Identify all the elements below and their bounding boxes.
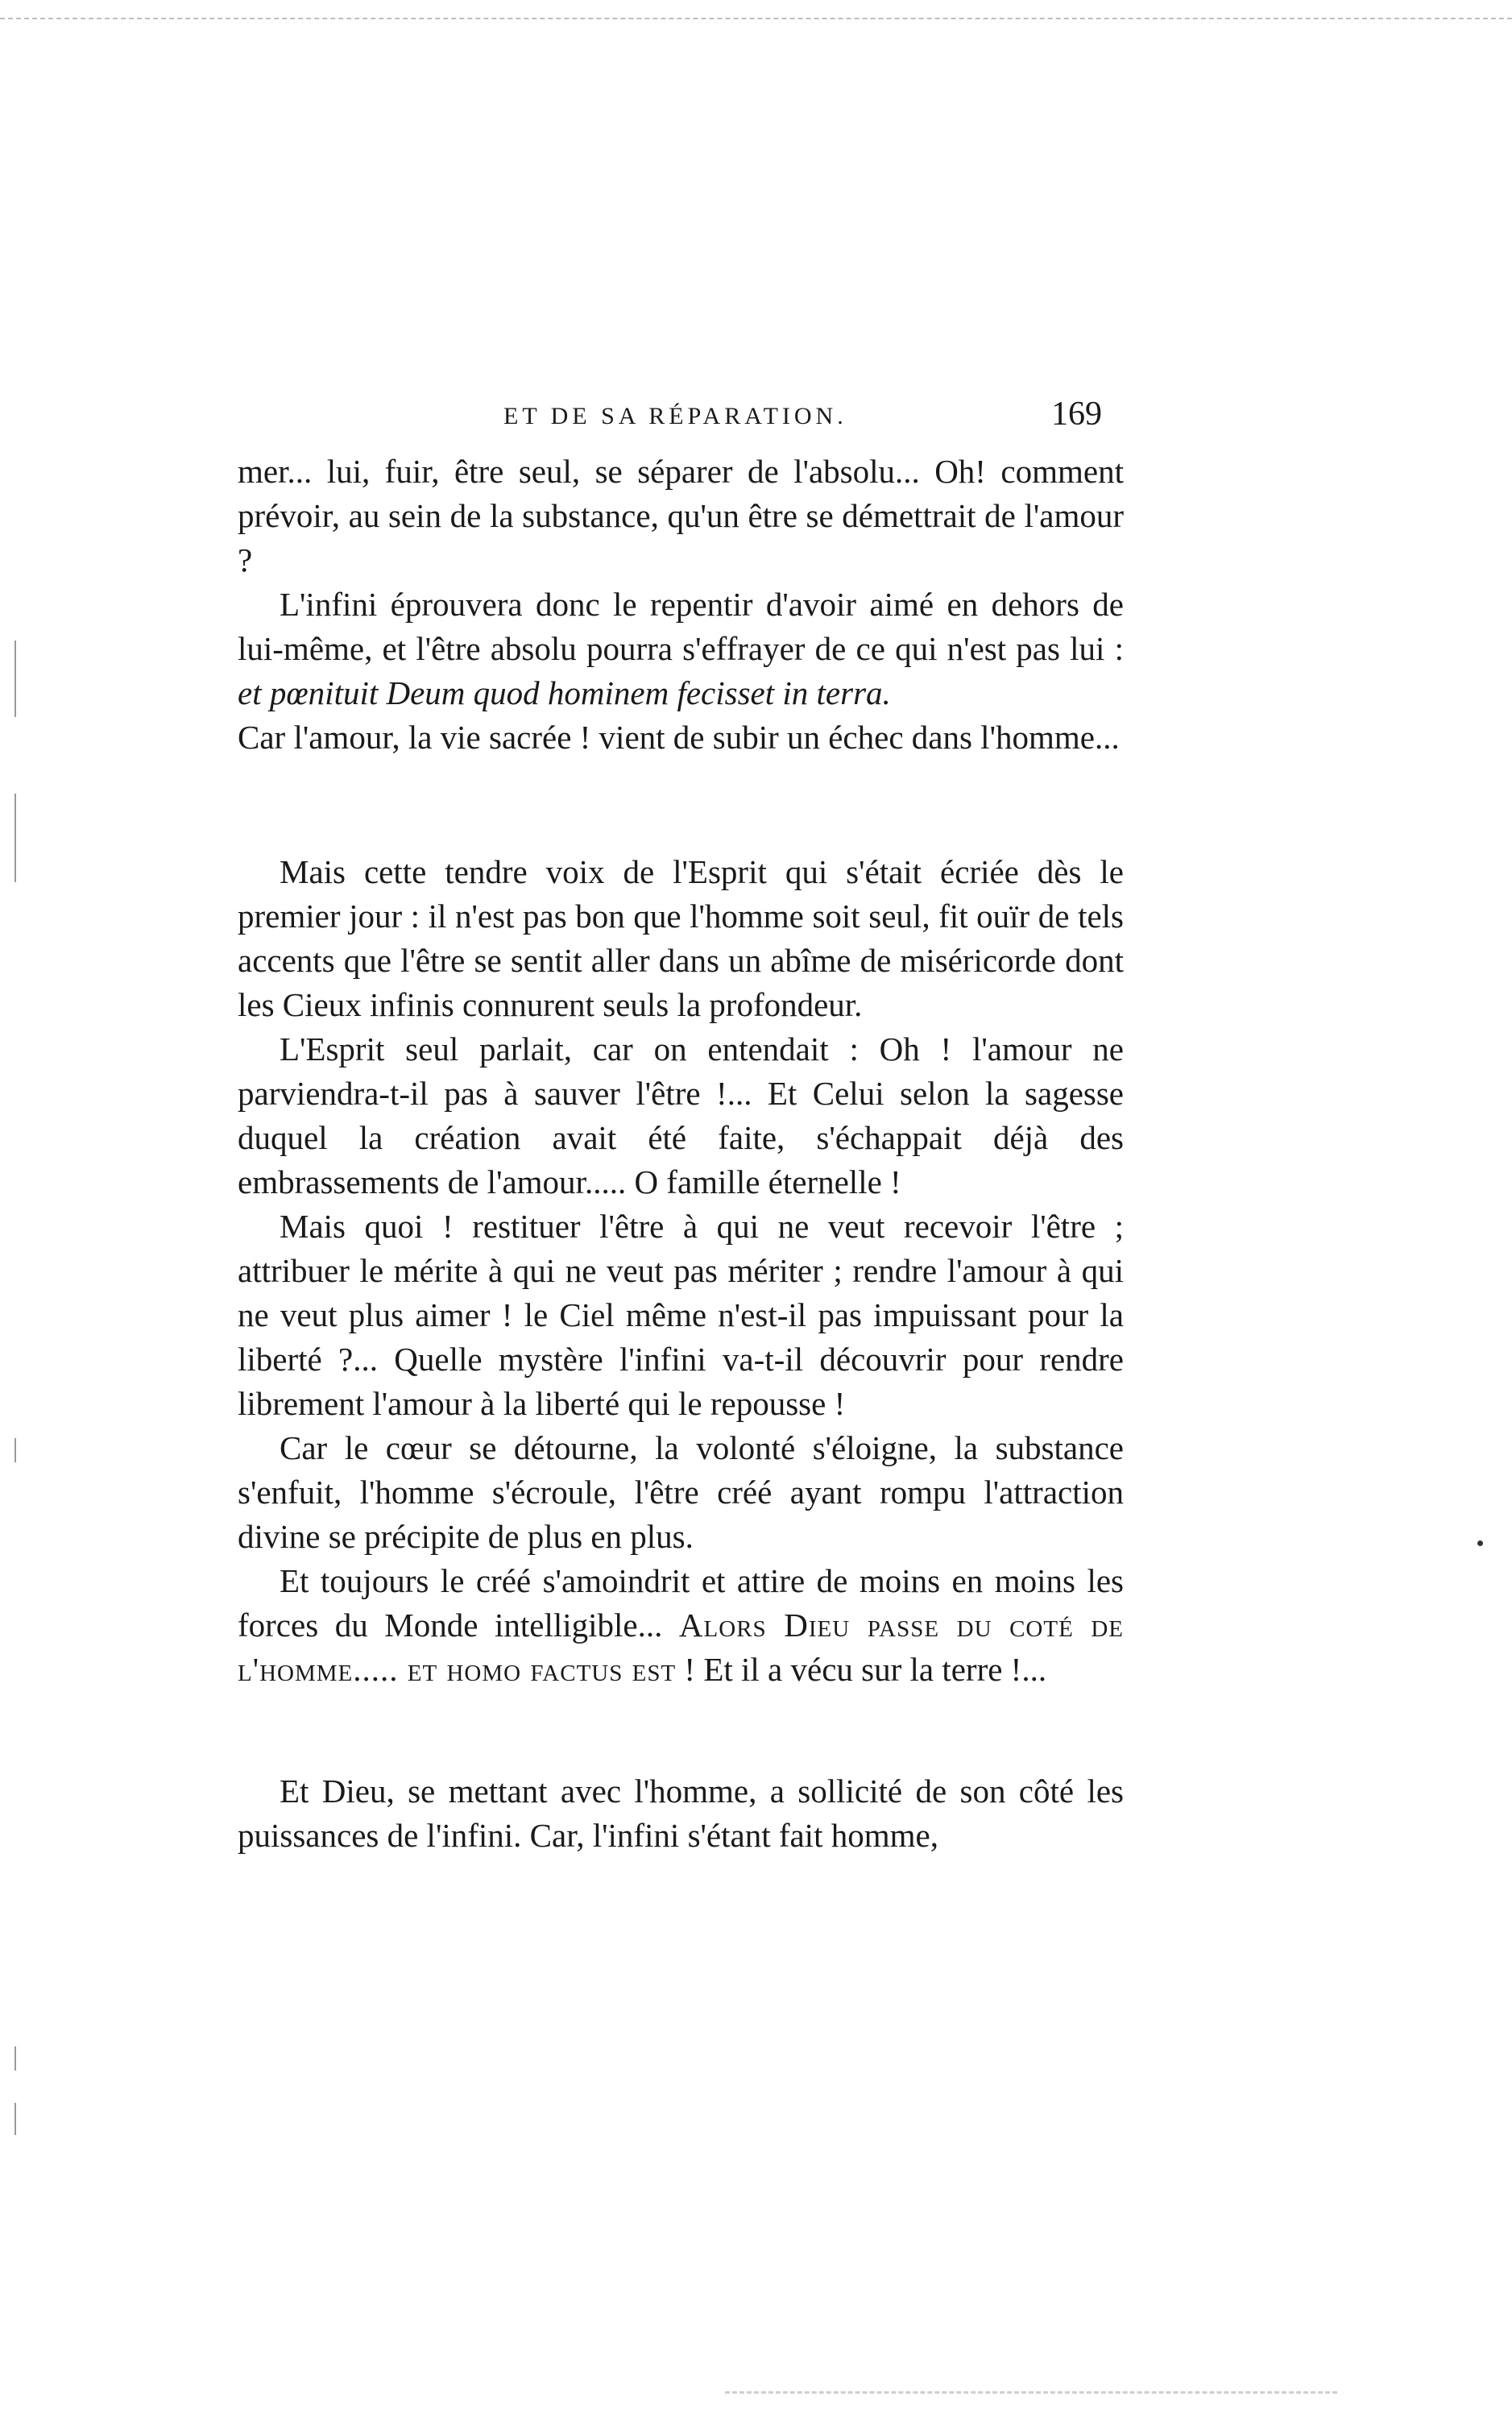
scan-artifact-bottom	[725, 2391, 1337, 2394]
paragraph: Et Dieu, se mettant avec l'homme, a sollicité de son côté les puissances de l'infini. Car, l'infini s'étant fait homme,	[238, 1772, 1124, 1854]
page-number: 169	[1051, 396, 1102, 433]
paragraph-text: ! Et il a vécu sur la terre !...	[676, 1651, 1047, 1688]
margin-mark	[14, 641, 16, 717]
paragraph: Car l'amour, la vie sacrée ! vient de subir un échec dans l'homme...	[238, 719, 1120, 756]
page-content	[238, 387, 1124, 1858]
margin-mark	[14, 2103, 16, 2135]
running-title: ET DE SA RÉPARATION.	[503, 403, 847, 429]
running-head	[238, 387, 1124, 438]
paragraph: mer... lui, fuir, être seul, se séparer de l'absolu... Oh! comment prévoir, au sein de la substance, qu'un être se démettrait de l'amour ?	[238, 453, 1124, 578]
margin-dot	[1477, 1540, 1483, 1546]
margin-mark	[14, 2046, 16, 2071]
paragraph	[238, 583, 1124, 715]
margin-mark	[14, 1438, 16, 1462]
paragraph: Car le cœur se détourne, la volonté s'éloigne, la substance s'enfuit, l'homme s'écroule, l'être créé ayant rompu l'attraction divine se précipite de plus en plus.	[238, 1429, 1124, 1555]
scan-artifact-top	[0, 18, 1512, 19]
paragraph-text: L'infini éprouvera donc le repentir d'avoir aimé en dehors de lui-même, et l'être absolu pourra s'effrayer de ce qui n'est pas lui :	[238, 586, 1124, 667]
latin-quotation: et pœnituit Deum quod hominem fecisset in terra.	[238, 674, 891, 711]
paragraph-text: Et toujours le créé s'amoindrit et attire de moins en moins les forces du Monde intelligible...	[238, 1562, 1124, 1644]
paragraph: Mais cette tendre voix de l'Esprit qui s'était écriée dès le premier jour : il n'est pas bon que l'homme soit seul, fit ouïr de tels accents que l'être se sentit aller dans un abîme de miséricorde dont les Cieux infinis connurent seuls la profondeur.	[238, 853, 1124, 1023]
small-caps-phrase: Alors Dieu passe du coté de l'homme..... et homo factus est	[238, 1607, 1124, 1688]
paragraph: L'Esprit seul parlait, car on entendait : Oh ! l'amour ne parviendra-t-il pas à sauver l'être !... Et Celui selon la sagesse duquel la création avait été faite, s'échappait déjà des embrassements de l'amour..... O famille éternelle !	[238, 1030, 1124, 1200]
paragraph: Mais quoi ! restituer l'être à qui ne veut recevoir l'être ; attribuer le mérite à qui ne veut pas mériter ; rendre l'amour à qui ne veut plus aimer ! le Ciel même n'est-il pas impuissant pour la liberté ?... Quelle mystère l'infini va-t-il découvrir pour rendre librement l'amour à la liberté qui le repousse !	[238, 1208, 1124, 1422]
paragraph	[238, 1559, 1124, 1692]
margin-mark	[14, 794, 16, 882]
